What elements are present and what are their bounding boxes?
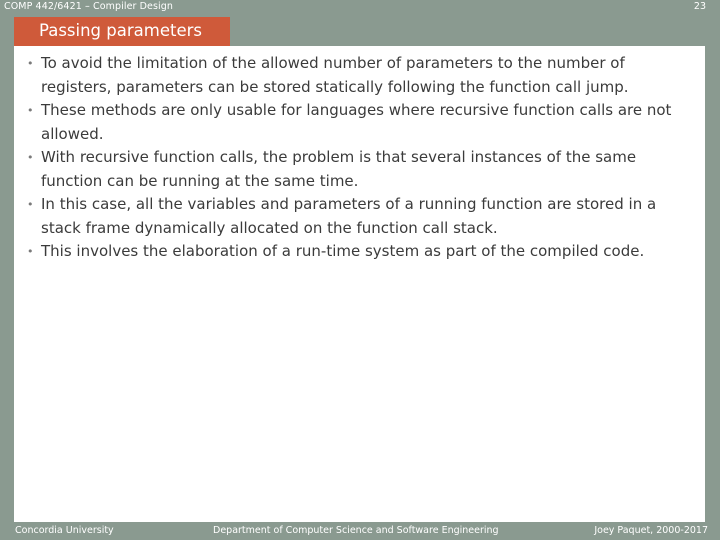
header-bar [0, 0, 720, 16]
bullet-dot-icon: • [27, 151, 34, 164]
bullet-list [27, 52, 699, 264]
bullet-item [27, 193, 699, 240]
footer-author: Joey Paquet, 2000-2017 [594, 525, 708, 536]
slide-title: Passing parameters [39, 21, 202, 40]
course-label: COMP 442/6421 – Compiler Design [4, 1, 174, 12]
bullet-item [27, 52, 699, 99]
footer-university: Concordia University [15, 525, 114, 536]
bullet-dot-icon: • [27, 245, 34, 258]
bullet-item [27, 99, 699, 146]
bullet-text: This involves the elaboration of a run-time system as part of the compiled code. [41, 242, 645, 260]
bullet-item [27, 146, 699, 193]
bullet-text: These methods are only usable for languages where recursive function calls are not allowed. [41, 101, 672, 143]
bullet-item [27, 240, 699, 264]
footer-bar [0, 522, 720, 540]
title-bar [14, 17, 230, 46]
footer-department: Department of Computer Science and Software Engineering [213, 525, 499, 536]
bullet-text: In this case, all the variables and parameters of a running function are stored in a stack frame dynamically allocated on the function call stack. [41, 195, 657, 237]
bullet-dot-icon: • [27, 104, 34, 117]
slide-content [14, 46, 705, 522]
bullet-text: To avoid the limitation of the allowed number of parameters to the number of registers, parameters can be stored statically following the function call jump. [41, 54, 629, 96]
bullet-text: With recursive function calls, the problem is that several instances of the same function can be running at the same time. [41, 148, 637, 190]
slide-number: 23 [693, 1, 706, 12]
bullet-dot-icon: • [27, 57, 34, 70]
bullet-dot-icon: • [27, 198, 34, 211]
